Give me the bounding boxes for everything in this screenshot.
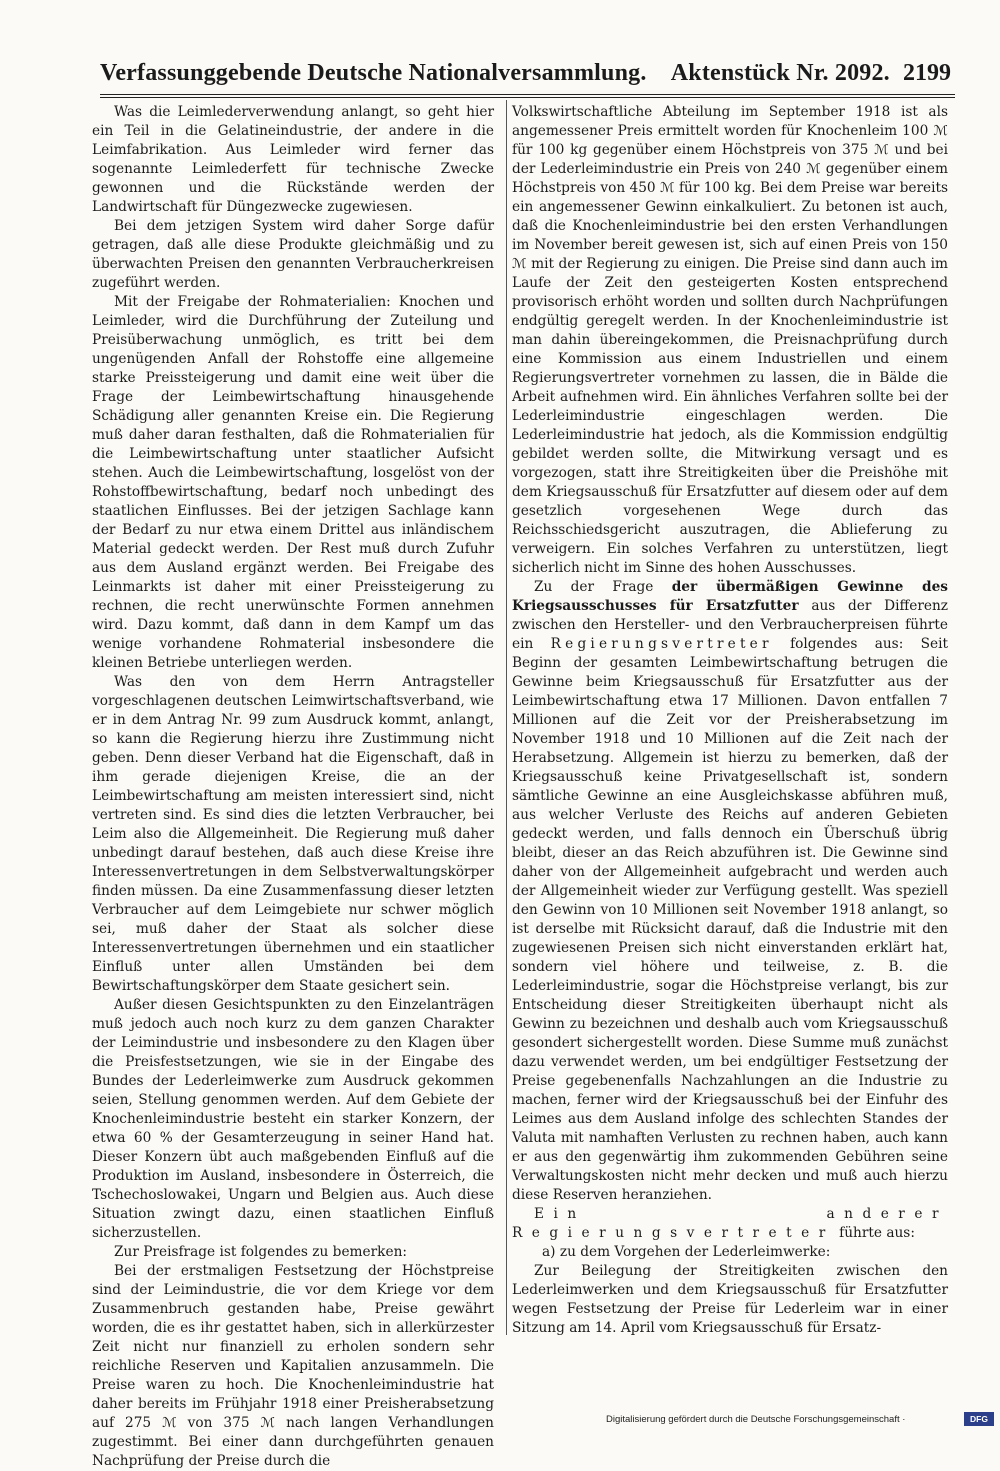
emphasized-topic: der übermäßigen Gewinne des Kriegsausschusses für Ersatzfutter [512,579,948,614]
paragraph: Volkswirtschaftliche Abteilung im September 1918 ist als angemessener Preis ermittelt worden für Knochenleim 100 ℳ für 100 kg gegenüber einem Höchstpreis von 375 ℳ und bei der Lederleimindustrie ein Preis von 240 ℳ gegenüber einem Höchstpreis von 450 ℳ für 100 kg. Bei dem Preise war bereits ein angemessener Gewinn einkalkuliert. Zu betonen ist auch, daß die Knochenleimindustrie bei den ersten Verhandlungen im November bereit gewesen ist, sich auf einen Preis von 150 ℳ mit der Regierung zu einigen. Die Preise sind dann auch im Laufe der Zeit den gesteigerten Kosten entsprechend provisorisch erhöht worden und sollten durch Nachprüfungen endgültig geregelt werden. In der Knochenleimindustrie ist man dahin übereingekommen, die Preisnachprüfung durch eine Kommission aus einem Industriellen und einem Regierungsvertreter vornehmen zu lassen, die in Bälde die Arbeit aufnehmen wird. Ein ähnliches Verfahren sollte bei der Lederleimindustrie eingeschlagen werden. Die Lederleimindustrie hat jedoch, als die Kommission endgültig gebildet werden sollte, die Mitwirkung versagt und es vorgezogen, statt ihre Streitigkeiten über die Preishöhe mit dem Kriegsausschuß für Ersatzfutter auf diesem oder auf dem gesetzlich vorgesehenen Wege durch das Reichsschiedsgericht auszutragen, die Ablieferung zu verweigern. Ein solches Verfahren zu unterstützen, liegt sicherlich nicht im Sinne des hohen Ausschusses. [512,104,948,576]
header-rule-thick [100,94,955,95]
paragraph-text: folgendes aus: Seit Beginn der gesamten Leimbewirtschaftung betrugen die Gewinne beim Kriegsausschuß für Ersatzfutter aus der Leimbewirtschaftung etwa 17 Millionen. Davon entfallen 7 Millionen auf die Zeit vor der Preisherabsetzung im November 1918 und 10 Millionen auf die Zeit nach der Herabsetzung. Allgemein ist hierzu zu bemerken, daß der Kriegsausschuß keine Privatgesellschaft ist, sondern sämtliche Gewinne an eine Ausgleichskasse abführen muß, aus welcher Verluste des Reichs auf anderen Gebieten gedeckt werden, und falls dennoch ein Überschuß übrig bleibt, dieser an das Reich abzuführen ist. Die Gewinne sind daher von der Allgemeinheit aufgebracht und werden auch der Allgemeinheit wieder zur Verfügung gestellt. Was speziell den Gewinn von 10 Millionen seit November 1918 anlangt, so ist derselbe mit Rücksicht darauf, daß die Industrie mit den zugewiesenen Preisen sich nicht einverstanden erklärt hat, sondern viel höhere und teilweise, z. B. die Lederleimindustrie, sogar die Höchstpreise verlangt, bis zur Entscheidung dieser Streitigkeiten überhaupt nicht als Gewinn zu bezeichnen und deshalb auch vom Kriegsausschuß gesondert sichergestellt worden. Diese Summe muß zunächst dazu verwendet werden, um bei endgültiger Festsetzung der Preise gegebenenfalls Nachzahlungen an die Industrie zu machen, ferner wird der Kriegsausschuß bei der Einfuhr des Leimes aus dem Ausland infolge des schlechten Standes der Valuta mit namhaften Verlusten zu rechnen haben, auch kann er aus den gegenwärtig ihm zukommenden Gebühren seine Verwaltungskosten nicht mehr decken und muß auch hierzu diese Reserven heranziehen. [512,636,949,1203]
paragraph-intro: Zu der Frage [534,579,654,595]
paragraph: Zur Beilegung der Streitigkeiten zwischen den Lederleimwerken und dem Kriegsausschuß für Ersatzfutter wegen Festsetzung der Preise für Lederleim war in einer Sitzung am 14. April vom Kriegsausschuß für Ersatz- [512,1263,948,1336]
page-header [100,60,955,90]
footer-credit: Digitalisierung gefördert durch die Deutsche Forschungsgemeinschaft · [606,1414,906,1425]
dfg-logo-icon: DFG [964,1412,994,1426]
list-item: a) zu dem Vorgehen der Lederleimwerke: [542,1244,831,1260]
paragraph: Was den von dem Herrn Antragsteller vorgeschlagenen deutschen Leimwirtschaftsverband, wie er in dem Antrag Nr. 99 zum Ausdruck kommt, anlangt, so kann die Regierung hierzu ihre Zustimmung nicht geben. Denn dieser Verband hat die Eigenschaft, daß in ihm gerade diejenigen Kreise, die an der Leimbewirtschaftung am meisten interessiert sind, nicht vertreten sind. Es sind dies die letzten Verbraucher, bei Leim also die Allgemeinheit. Die Regierung muß daher unbedingt darauf bestehen, daß auch diese Kreise ihre Interessenvertretungen in dem Selbstverwaltungskörper finden müssen. Da eine Zusammenfassung dieser letzten Verbraucher auf dem Leimgebiete nur schwer möglich sei, muß daher der Staat als solcher diese Interessenvertretungen übernehmen und ein staatlicher Einfluß unter allen Umständen bei dem Bewirtschaftungskörper dem Staate gesichert sein. [92,674,494,994]
spaced-term: Regierungsvertreter [550,636,773,652]
paragraph: Was die Leimlederverwendung anlangt, so geht hier ein Teil in die Gelatineindustrie, der andere in die Leimfabrikation. Aus Leimleder wird ferner das sogenannte Leimlederfett für technische Zwecke gewonnen und die Rückstände werden der Landwirtschaft für Düngezwecke zugewiesen. [92,104,494,215]
spaced-term: Ein anderer Regierungsvertreter [512,1206,948,1241]
right-column [512,103,948,1338]
page-number: 2199 [903,60,951,86]
paragraph: Außer diesen Gesichtspunkten zu den Einzelanträgen muß jedoch auch noch kurz zu dem ganzen Charakter der Leimindustrie und insbesondere zu den Klagen über die Preisfestsetzungen, wie sie in der Eingabe des Bundes der Lederleimwerke zum Ausdruck gekommen seien, Stellung genommen werden. Auf dem Gebiete der Knochenleimindustrie besteht ein starker Konzern, der etwa 60 % der Gesamterzeugung in seiner Hand hat. Dieser Konzern übt auch maßgebenden Einfluß auf die Produktion im Ausland, insbesondere in Österreich, die Tschechoslowakei, Ungarn und Belgien aus. Auch diese Situation zwingt dazu, einen staatlichen Einfluß sicherzustellen. [92,997,494,1241]
running-title [100,60,890,87]
paragraph-other-representative [512,1205,948,1243]
paragraph: Mit der Freigabe der Rohmaterialien: Knochen und Leimleder, wird die Durchführung der Zuteilung und Preisüberwachung unmöglich, es tritt bei dem ungenügenden Anfall der Rohstoffe eine allgemeine starke Preissteigerung und damit eine weit über die Frage der Leimbewirtschaftung hinausgehende Schädigung aller genannten Kreise ein. Die Regierung muß daher daran festhalten, daß die Rohmaterialien für die Leimbewirtschaftung unter staatlicher Aufsicht stehen. Auch die Leimbewirtschaftung, losgelöst von der Rohstoffbewirtschaftung, bedarf noch unbedingt des staatlichen Einflusses. Bei der jetzigen Sachlage kann der Bedarf zu nur etwa einem Drittel aus inländischem Material gedeckt werden. Der Rest muß durch Zufuhr aus dem Ausland ergänzt werden. Bei Freigabe des Leinmarkts ist daher mit einer Preissteigerung zu rechnen, die recht unerwünschte Formen annehmen wird. Dazu kommt, daß dann in dem Kampf um das wenige vorhandene Rohmaterial insbesondere die kleinen Betriebe unterliegen werden. [92,294,494,671]
digitization-footer [606,1414,994,1430]
assembly-title: Verfassunggebende Deutsche Nationalversammlung. [100,60,647,86]
column-separator [506,100,507,1335]
paragraph: Zur Preisfrage ist folgendes zu bemerken: [114,1244,407,1260]
paragraph: Bei der erstmaligen Festsetzung der Höchstpreise sind der Leimindustrie, die vor dem Kriege vor dem Zusammenbruch gestanden habe, Preise gewährt worden, die es ihr gestattet haben, sich in allerkürzester Zeit nicht nur finanziell zu erholen sondern sehr reichliche Reserven und Kapitalien anzusammeln. Die Preise waren zu hoch. Die Knochenleimindustrie hat daher bereits im Frühjahr 1918 einer Preisherabsetzung auf 275 ℳ von 375 ℳ nach langen Verhandlungen zugestimmt. Bei einer dann durchgeführten genauen Nachprüfung der Preise durch die [92,1263,494,1469]
left-column [92,103,494,1471]
paragraph-text: aus der Differenz zwischen den Hersteller- und den Verbraucherpreisen führte ein [512,598,948,652]
paragraph: Bei dem jetzigen System wird daher Sorge dafür getragen, daß alle diese Produkte gleichmäßig und zu überwachten Preisen den genannten Verbraucherkreisen zugeführt werden. [92,218,494,291]
paragraph-text: führte aus: [839,1225,915,1241]
paragraph-excess-profits [512,578,948,1205]
document-number: Aktenstück Nr. 2092. [670,60,890,86]
header-rule-thin [100,97,955,98]
